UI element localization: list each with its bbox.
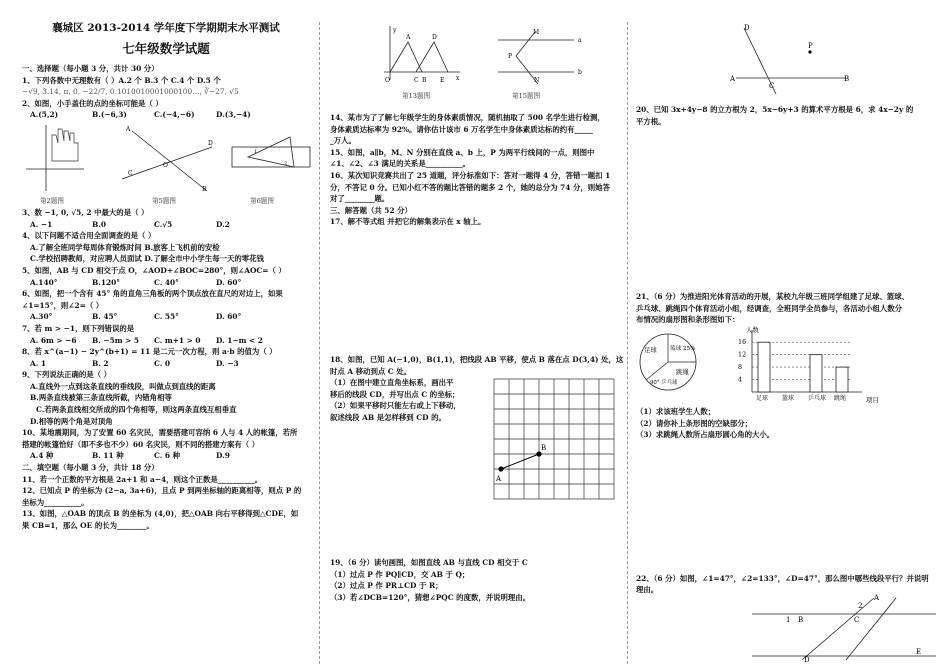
- fig-caption: 第6题图: [250, 196, 274, 205]
- question-9-d: D.相等的两个角是对顶角: [30, 416, 113, 426]
- question-21-charts: [636, 326, 936, 406]
- question-18-part-1a: （1）在图中建立直角坐标系，画出平: [330, 378, 454, 388]
- option: C. 55°: [154, 312, 179, 322]
- svg-text:C: C: [769, 82, 775, 90]
- option: B.120°: [92, 277, 120, 287]
- question-20-line-1: 20、已知 3x+4y−8 的立方根为 2，5x−6y+3 的算术平方根是 6，求 4x−2y 的: [636, 105, 914, 114]
- option: D.(3,−4): [216, 110, 251, 120]
- svg-text:B: B: [798, 615, 804, 624]
- svg-text:P: P: [508, 53, 513, 60]
- exam-title: 襄城区 2013-2014 学年度下学期期末水平测试: [52, 22, 280, 34]
- option: C. 6 种: [154, 451, 181, 461]
- question-10-line-1: 10、某地震期间，为了安置 60 名灾民，需要搭建可容纳 6 人与 4 人的帐篷，若所: [22, 428, 298, 438]
- question-9: 9、下列说法正确的是（ ）: [22, 370, 112, 380]
- question-18-part-2b: 叙述线段 AB 是怎样移到 CD 的。: [330, 412, 446, 422]
- pie-chart: [636, 328, 702, 398]
- svg-text:1: 1: [254, 148, 258, 155]
- figure-row-svg: [22, 121, 312, 195]
- question-9-c: C.若两条直线相交所成的四个角相等，则这两条直线互相垂直: [36, 405, 237, 415]
- question-21-line-1: 21、（6 分）为推进阳光体育活动的开展，某校九年级三班同学组建了足球、篮球、: [636, 292, 909, 302]
- question-22-line-1: 22、（6 分）如图，∠1=47°，∠2=133°，∠D=47°，那么图中哪些线段平行？并说明: [636, 573, 929, 583]
- y-tick-label: 4: [738, 375, 743, 384]
- svg-text:1: 1: [786, 615, 791, 624]
- question-15-line-2: ∠1、∠2、∠3 满足的关系是__________。: [330, 159, 471, 169]
- option: C. 0: [154, 358, 171, 368]
- figure-22: [746, 593, 946, 664]
- svg-text:x: x: [456, 75, 460, 82]
- question-17: 17、解不等式组 并把它的解集表示在 x 轴上。: [330, 217, 486, 227]
- svg-text:B: B: [422, 77, 427, 84]
- option: A. −1: [30, 219, 53, 229]
- option: A.140°: [30, 277, 58, 287]
- option: B.0: [92, 219, 106, 229]
- svg-text:D: D: [744, 24, 750, 32]
- option: B. 2: [92, 358, 109, 368]
- question-8-options: [22, 358, 310, 370]
- grid-figure-18: [492, 377, 620, 505]
- question-6-line-2: ∠1=15°，则∠2=（ ）: [22, 300, 104, 310]
- question-21-part-3: （3）求跳绳人数所占扇形圆心角的大小。: [636, 430, 775, 440]
- column-3: [628, 0, 950, 672]
- svg-text:A: A: [496, 475, 502, 484]
- figure-13-15-svg: [330, 24, 620, 92]
- question-12-line-2: 坐标为__________。: [22, 497, 89, 507]
- x-tick-label: 篮球: [782, 394, 795, 402]
- option: C.(−4,−6): [154, 110, 195, 120]
- section-3-heading: 三、解答题（共 52 分）: [330, 205, 412, 215]
- question-18-part-1b: 移后的线段 CD，并写出点 C 的坐标；: [330, 389, 460, 399]
- svg-text:B: B: [541, 444, 547, 453]
- question-21-part-2: （2）请你补上条形图的空缺部分；: [636, 418, 753, 428]
- question-18-block: [330, 377, 620, 505]
- svg-text:C: C: [854, 615, 860, 624]
- option: A.30°: [30, 312, 53, 322]
- question-15-line-1: 15、如图，a∥b，M、N 分别在直线 a、b 上，P 为两平行线间的一点，则图中: [330, 147, 595, 157]
- svg-text:P: P: [808, 42, 813, 50]
- pie-label: 足球: [644, 345, 657, 354]
- question-19-part-1: （1）过点 P 作 PQ∥CD，交 AB 于 Q；: [330, 569, 470, 579]
- svg-text:D: D: [208, 139, 213, 147]
- question-2: 2、如图，小手盖住的点的坐标可能是（ ）: [22, 98, 163, 108]
- question-9-b: B.两条直线被第三条直线所截，内错角相等: [30, 393, 172, 403]
- option: D. 1−m < 2: [216, 335, 263, 345]
- pie-label: 跳绳: [676, 367, 689, 376]
- option: D.9: [216, 451, 230, 461]
- svg-text:2: 2: [858, 601, 863, 610]
- section-2-heading: 二、填空题（每小题 3 分，共计 18 分）: [22, 463, 159, 473]
- question-5: 5、如图，AB 与 CD 相交于点 O，∠AOD+∠BOC=280°，则∠AOC=（ ）: [22, 265, 286, 275]
- fig-caption: 第5题图: [152, 196, 176, 205]
- exam-subtitle: 七年级数学试题: [122, 41, 210, 56]
- question-3: 3、数 −1, 0, √5, 2 中最大的是（ ）: [22, 207, 149, 217]
- option: C. 40°: [154, 277, 179, 287]
- question-6-options: [22, 311, 310, 323]
- option: D.2: [216, 219, 230, 229]
- option: D. 60°: [216, 277, 242, 287]
- question-14-line-1: 14、某市为了了解七年级学生的身体素质情况，随机抽取了 500 名学生进行检测，: [330, 113, 605, 122]
- column-2: [320, 0, 626, 672]
- question-12-line-1: 12、已知点 P 的坐标为 (2−a, 3a+6)，且点 P 到两坐标轴的距离相等，则点 P 的: [22, 486, 302, 496]
- svg-text:b: b: [578, 69, 582, 76]
- question-4-cd: C.学校招聘教师，对应聘人员面试 D.了解全市中小学生每一天的零花钱: [30, 254, 264, 264]
- y-tick-label: 8: [738, 363, 743, 372]
- svg-text:C: C: [414, 77, 419, 84]
- svg-text:a: a: [578, 37, 582, 44]
- option: C. m+1 > 0: [154, 335, 201, 345]
- option: B.(−6,3): [92, 110, 127, 120]
- bar: [836, 367, 848, 392]
- svg-text:B: B: [844, 75, 850, 83]
- question-14-line-3: _万人。: [330, 136, 356, 146]
- question-21-part-1: （1）求该班学生人数；: [636, 406, 716, 416]
- question-20-line-2: 平方根。: [636, 116, 666, 126]
- y-tick-label: 16: [738, 338, 747, 347]
- question-14-line-2: 身体素质达标率为 92%。请你估计该市 6 万名学生中身体素质达标的约有_____: [330, 124, 593, 134]
- option: B. 11 种: [92, 451, 124, 461]
- question-5-options: [22, 277, 310, 289]
- question-16-line-2: 分，不答记 0 分。已知小红不答的题比答错的题多 2 个，她的总分为 74 分，则她答: [330, 182, 610, 192]
- svg-text:y: y: [393, 27, 397, 34]
- svg-text:2: 2: [284, 160, 288, 167]
- figure-19: [636, 24, 850, 100]
- pie-label: 篮球 25%: [670, 345, 696, 352]
- question-16-line-3: 对了________题。: [330, 194, 390, 204]
- x-tick-label: 乒乓球: [808, 394, 827, 402]
- fig-caption: 第2题图: [40, 196, 64, 205]
- bar: [758, 342, 770, 392]
- option: A. 6m > −6: [30, 335, 77, 345]
- svg-text:C: C: [128, 169, 133, 177]
- svg-text:E: E: [916, 647, 922, 656]
- y-axis-label: 人数: [746, 325, 759, 334]
- question-10-line-2: 搭建的帐篷恰好（即不多也不少）60 名灾民，则不同的搭建方案有（ ）: [22, 439, 260, 449]
- svg-text:A: A: [126, 125, 131, 133]
- question-21-line-2: 乒乓球、跳绳四个体育活动小组，经调查，全班同学全员参与，各活动小组人数分: [636, 303, 903, 313]
- pie-label: 90° 乒乓球: [650, 379, 678, 386]
- question-8: 8、若 x^(a−1) − 2y^(b+1) = 11 是二元一次方程，则 a·b 的值为（ ）: [22, 347, 277, 357]
- bar-chart: [728, 326, 888, 406]
- option: A.(5,2): [30, 110, 59, 120]
- option: D. −3: [216, 358, 239, 368]
- svg-text:A: A: [874, 593, 880, 602]
- option: C.√5: [154, 219, 173, 229]
- question-9-a: A.直线外一点到这条直线的垂线段，叫做点到直线的距离: [30, 381, 216, 391]
- question-1: 1、下列各数中无理数有（ ）A.2 个 B.3 个 C.4 个 D.5 个: [22, 75, 221, 85]
- y-tick-label: 12: [738, 350, 747, 359]
- question-16-line-1: 16、某次知识竞赛共出了 25 道题，评分标准如下：答对一题得 4 分，答错一题扣 1: [330, 170, 611, 180]
- question-11: 11、若一个正数的平方根是 2a+1 和 a−4，则这个正数是__________。: [22, 474, 263, 484]
- question-2-options: [22, 109, 310, 121]
- option: A. 1: [30, 358, 47, 368]
- figures-2-5-6: [22, 121, 310, 207]
- svg-text:E: E: [440, 77, 445, 84]
- question-22-line-2: 理由。: [636, 585, 659, 595]
- question-4: 4、以下问题不适合用全面调查的是（ ）: [22, 231, 156, 241]
- svg-text:O: O: [163, 161, 168, 169]
- option: D. 60°: [216, 312, 242, 322]
- section-1-heading: 一、选择题（每小题 3 分，共计 30 分）: [22, 64, 159, 73]
- question-4-ab: A.了解全班同学每周体育锻炼时间 B.旅客上飞机前的安检: [30, 242, 220, 252]
- x-tick-label: 跳绳: [834, 394, 847, 402]
- question-19-part-2: （2）过点 P 作 PR⊥CD 于 R；: [330, 581, 443, 591]
- bar: [810, 355, 822, 392]
- question-18-line-1: 18、如图，已知 A(−1,0)，B(1,1)，把线段 AB 平移，使点 B 落在点 D(3,4) 处，这: [330, 354, 624, 364]
- question-21-line-3: 布情况的扇形图和条形图如下：: [636, 315, 740, 325]
- fig-caption: 第15题图: [512, 92, 541, 100]
- svg-text:A: A: [406, 34, 411, 41]
- option: B. −5m > 5: [92, 335, 140, 345]
- svg-text:O: O: [385, 77, 390, 84]
- column-1: [0, 0, 318, 672]
- question-18-part-2a: （2）如果平移时只能左右或上下移动，: [330, 401, 461, 411]
- question-13-line-2: 果 CB=1，那么 OE 的长为________。: [22, 521, 154, 530]
- option: A.4 种: [30, 451, 54, 461]
- question-19: 19、（6 分）读句画图，如图直线 AB 与直线 CD 相交于 C: [330, 558, 528, 568]
- question-1-numbers: −√9, 3.14, π, 0, −22/7, 0.1010010001000100…, ∛−27, √5: [22, 87, 239, 97]
- question-18-line-2: 时点 A 移动到点 C 处。: [330, 366, 412, 376]
- x-axis-label: 项目: [866, 395, 879, 404]
- fig-caption: 第13题图: [402, 92, 431, 100]
- svg-text:B: B: [202, 185, 207, 193]
- svg-text:D: D: [804, 655, 810, 664]
- question-7-options: [22, 335, 310, 347]
- x-tick-label: 足球: [756, 394, 769, 402]
- question-10-options: [22, 450, 310, 462]
- question-13-line-1: 13、如图，△OAB 的顶点 B 的坐标为 (4,0)，把△OAB 向右平移得到△CDE，如: [22, 509, 299, 519]
- question-3-options: [22, 219, 310, 231]
- svg-text:A: A: [730, 75, 736, 83]
- svg-text:M: M: [533, 29, 540, 36]
- svg-text:N: N: [534, 77, 540, 84]
- question-19-part-3: （3）若∠DCB=120°，猜想∠PQC 的度数，并说明理由。: [330, 592, 531, 602]
- svg-text:D: D: [432, 34, 437, 41]
- question-6-line-1: 6、如图，把一个含有 45° 角的直角三角板的两个顶点放在直尺的对边上，如果: [22, 289, 283, 299]
- question-7: 7、若 m > −1，则下列错误的是: [22, 323, 135, 333]
- option: B. 45°: [92, 312, 118, 322]
- figures-13-15: [330, 24, 620, 104]
